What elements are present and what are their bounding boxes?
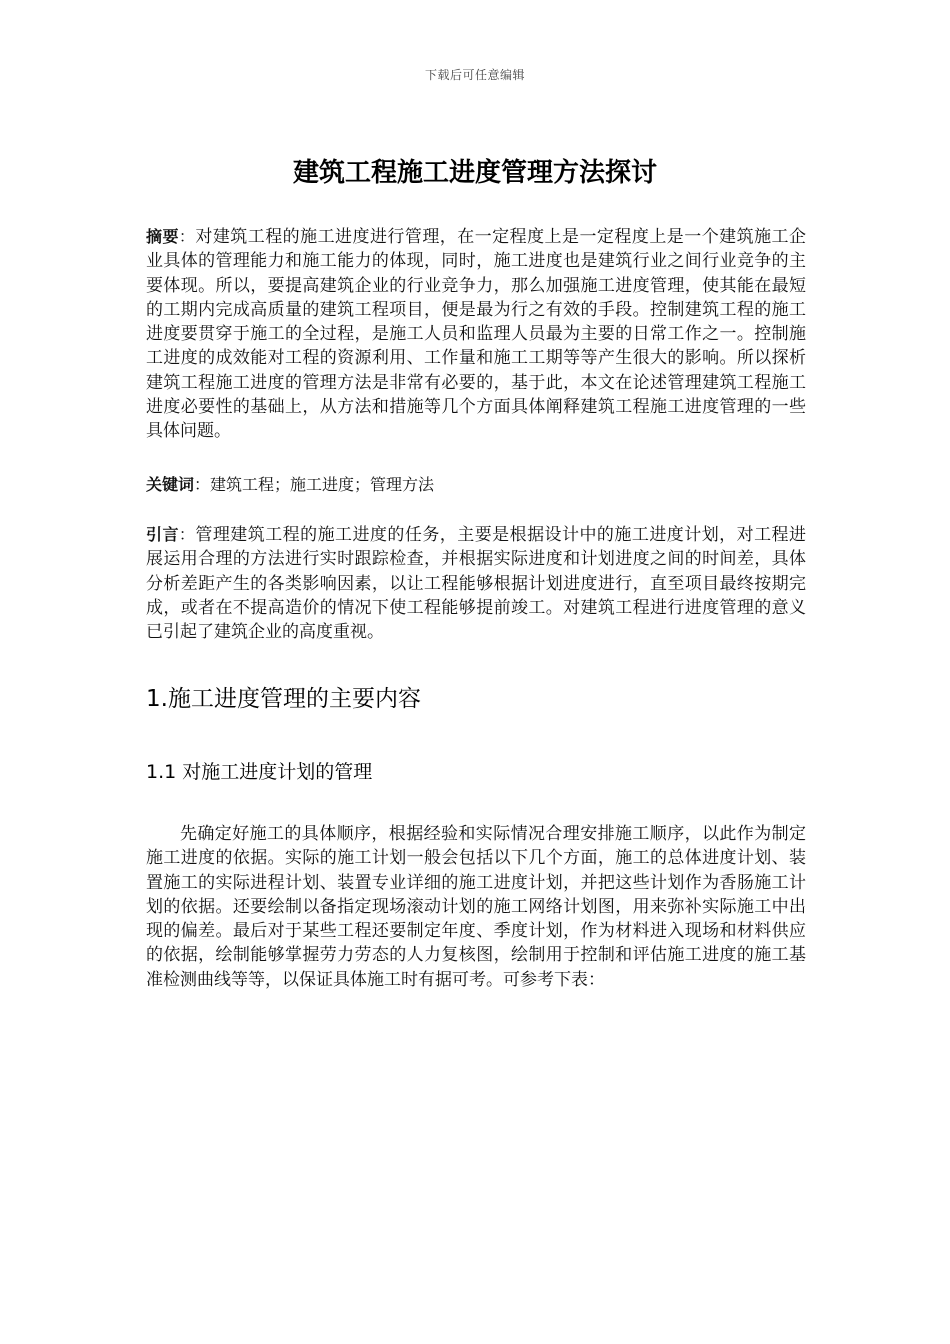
keywords-label: 关键词 — [146, 475, 195, 494]
abstract-text: 对建筑工程的施工进度进行管理，在一定程度上是一定程度上是一个建筑施工企业具体的管理能力和施工能力的体现，同时，施工进度也是建筑行业之间行业竞争的主要体现。所以，要提高建筑企业的行业竞争力，那么加强施工进度管理，使其能在最短的工期内完成高质量的建筑工程项目，便是最为行之有效的手段。控制建筑工程的施工进度要贯穿于施工的全过程，是施工人员和监理人员最为主要的日常工作之一。控制施工进度的成效能对工程的资源利用、工作量和施工工期等等产生很大的影响。所以探析建筑工程施工进度的管理方法是非常有必要的，基于此，本文在论述管理建筑工程施工进度必要性的基础上，从方法和措施等几个方面具体阐释建筑工程施工进度管理的一些具体问题。 — [146, 227, 806, 442]
header-note: 下载后可任意编辑 — [424, 68, 525, 82]
abstract-label: 摘要 — [146, 227, 179, 246]
keywords-line — [146, 473, 806, 497]
intro-separator: ： — [178, 525, 196, 544]
subsection-heading-1-1: 1.1 对施工进度计划的管理 — [146, 761, 373, 783]
keywords-separator: ： — [194, 475, 211, 494]
document-title: 建筑工程施工进度管理方法探讨 — [292, 158, 657, 188]
intro-paragraph — [146, 523, 806, 644]
intro-label: 引言 — [146, 525, 179, 544]
section-heading-1: 1.施工进度管理的主要内容 — [146, 686, 421, 712]
intro-text: 管理建筑工程的施工进度的任务，主要是根据设计中的施工进度计划，对工程进展运用合理的方法进行实时跟踪检查，并根据实际进度和计划进度之间的时间差，具体分析差距产生的各类影响因素，以让工程能够根据计划进度进行，直至项目最终按期完成，或者在不提高造价的情况下使工程能够提前竣工。对建筑工程进行进度管理的意义已引起了建筑企业的高度重视。 — [146, 525, 806, 643]
keywords-text: 建筑工程；施工进度；管理方法 — [210, 475, 435, 494]
abstract-separator: ： — [178, 227, 196, 246]
subsection-1-1-paragraph: 先确定好施工的具体顺序，根据经验和实际情况合理安排施工顺序，以此作为制定施工进度的依据。实际的施工计划一般会包括以下几个方面，施工的总体进度计划、装置施工的实际进程计划、装置专业详细的施工进度计划，并把这些计划作为香肠施工计划的依据。还要绘制以备指定现场滚动计划的施工网络计划图，用来弥补实际施工中出现的偏差。最后对于某些工程还要制定年度、季度计划，作为材料进入现场和材料供应的依据，绘制能够掌握劳力劳态的人力复核图，绘制用于控制和评估施工进度的施工基准检测曲线等等，以保证具体施工时有据可考。可参考下表： — [146, 824, 806, 990]
abstract-paragraph — [146, 225, 806, 444]
